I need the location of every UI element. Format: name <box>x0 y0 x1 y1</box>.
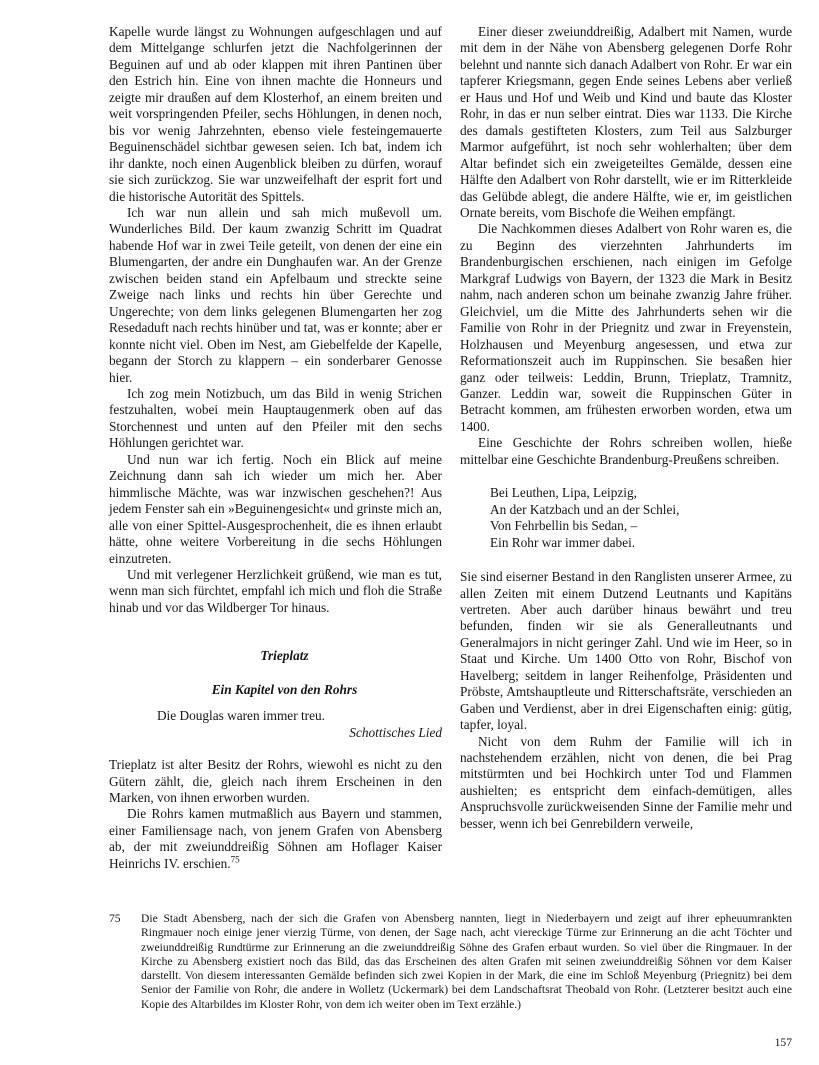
verse-line: Von Fehrbellin bis Sedan, – <box>490 518 638 534</box>
left-paragraph-5: Und mit verlegener Herzlichkeit grüßend, wie man es tut, wenn man sich fürchtet, empfahl ich mich und floh die Straße hinab und vor das Wildberger Tor hinaus. <box>109 566 442 615</box>
left-paragraph-7 <box>109 806 442 872</box>
chapter-subtitle: Ein Kapitel von den Rohrs <box>211 681 358 697</box>
footnote-number: 75 <box>109 912 121 925</box>
left-paragraph-2: Ich war nun allein und sah mich mußevoll um. Wunderliches Bild. Der kaum zwanzig Schritt im Quadrat habende Hof war in zwei Teile geteilt, von denen der eine ein Blumengarten, der andre ein Dunghaufen war. An der Grenze zwischen beiden stand ein Apfelbaum und streckte seine Zweige nach links und rechts hin über Gerechte und Ungerechte; von dem links gelegenen Blumengarten her zog Resedaduft nach rechts hinüber und tat, was er konnte; aber er konnte nicht viel. Oben im Nest, am Giebelfelde der Kapelle, begann der Storch zu klappern – ein sonderbarer Genosse hier. <box>109 204 442 385</box>
chapter-title: Trieplatz <box>260 648 309 664</box>
verse-block <box>460 485 792 551</box>
chapter-motto: Die Douglas waren immer treu. <box>156 708 325 724</box>
chapter-motto-source: Schottisches Lied <box>349 724 442 740</box>
left-column <box>109 24 442 872</box>
page-number: 157 <box>774 1036 792 1049</box>
left-paragraph-6: Trieplatz ist alter Besitz der Rohrs, wiewohl es nicht zu den Gütern zählt, die, gleich nach ihrem Erscheinen in den Marken, von ihnen erworben wurden. <box>109 757 442 806</box>
right-paragraph-2: Die Nachkommen dieses Adalbert von Rohr waren es, die zu Beginn des vierzehnten Jahrhunderts im Brandenburgischen erschienen, nach einigen im Gefolge Markgraf Ludwigs von Bayern, der 1323 die Mark in Besitz nahm, nach anderen schon um beinahe zwanzig Jahre früher. Gleichviel, um die Mitte des Jahrhunderts sehen wir die Familie von Rohr in der Priegnitz und zwar in Freyenstein, Holzhausen und Meyenburg angesessen, und etwa zur Reformationszeit auch im Ruppinschen. Sie besaßen hier ganz oder teilweis: Leddin, Brunn, Trieplatz, Tramnitz, Ganzer. Leddin war, soweit die Ruppinschen Güter in Betracht kommen, am frühesten erworben worden, etwa um 1400. <box>460 221 792 434</box>
right-column <box>460 24 792 832</box>
right-paragraph-3: Eine Geschichte der Rohrs schreiben wollen, hieße mittelbar eine Geschichte Brandenburg-Preußens schreiben. <box>460 435 792 467</box>
footnote-text: Die Stadt Abensberg, nach der sich die Grafen von Abensberg nannten, liegt in Niederbayern und zeigt auf ihrer epheuumrankten Ringmauer noch einige jener vierzig Türme, von denen, der Sage nach, acht viereckige Türme zur Erinnerung an die acht Töchter und zweiunddreißig Rundtürme zur Erinnerung an die zweiunddreißig Söhne des Grafen erbaut wurden. So viel über die Ringmauer. In der Kirche zu Abensberg existiert noch das Bild, das das Erscheinen des alten Grafen mit seinen zweiunddreißig Söhnen vor dem Kaiser darstellt. Von diesem interessanten Gemälde befinden sich zwei Kopien in der Mark, die eine im Schloß Meyenburg (Priegnitz) bei dem Senior der Familie von Rohr, die andere in Wolletz (Uckermark) bei dem Landschaftsrat Theobald von Rohr. (Letzterer besitzt auch eine Kopie des Altarbildes im Kloster Rohr, von dem ich weiter oben im Text erzähle.) <box>141 912 792 1011</box>
verse-line: Ein Rohr war immer dabei. <box>490 534 636 550</box>
left-paragraph-7-text: Die Rohrs kamen mutmaßlich aus Bayern und stammen, einer Familiensage nach, von jenem Grafen von Abensberg ab, der mit zweiunddreißig Söhnen am Hoflager Kaiser Heinrichs IV. erschien. <box>109 806 442 871</box>
verse-line: Bei Leuthen, Lipa, Leipzig, <box>490 485 637 501</box>
right-paragraph-1: Einer dieser zweiunddreißig, Adalbert mit Namen, wurde mit dem in der Nähe von Abensberg gelegenen Dorfe Rohr belehnt und nannte sich danach Adalbert von Rohr. Er war ein tapferer Kriegsmann, gegen Ende seines Lebens aber verließ er Haus und Hof und Weib und Kind und baute das Kloster Rohr, in das er nun selber eintrat. Dies war 1133. Die Kirche des damals gestifteten Klosters, zum Teil aus Salzburger Marmor aufgeführt, ist noch sehr wohlerhalten; über dem Altar befindet sich ein zweigeteiltes Gemälde, dessen eine Hälfte den Adalbert von Rohr darstellt, wie er im Ritterkleide das Gelübde ablegt, die andere Hälfte, wie er, im geistlichen Ornate bereits, vom Bischofe die Weihen empfängt. <box>460 24 792 220</box>
left-paragraph-4: Und nun war ich fertig. Noch ein Blick auf meine Zeichnung dann sah ich wieder um mich her. Aber himmlische Mächte, was war inzwischen geschehen?! Aus jedem Fenster sah ein »Beguinengesicht« und grinste mich an, alle von einer Spittel-Ausgesprochenheit, die es ihnen erlaubt hätte, ohne weitere Vorbereitung in die sechs Höhlungen einzutreten. <box>109 451 442 566</box>
footnote-reference[interactable]: 75 <box>230 854 240 865</box>
left-paragraph-1: Kapelle wurde längst zu Wohnungen aufgeschlagen und auf dem Mittelgange schlurfen jetzt die Nachfolgerinnen der Beguinen auf und ab oder klappen mit ihren Pantinen über den Estrich hin. Eine von ihnen machte die Honneurs und zeigte mir draußen auf dem Klosterhof, an einem breiten und weit vorspringenden Pfeiler, sechs Höhlungen, in denen noch, bis vor wenig Jahrzehnten, ebenso viele festeingemauerte Beguinenschädel sichtbar gewesen seien. Ich bat, indem ich ihr dankte, noch einen Augenblick bleiben zu dürfen, worauf sie sich zurückzog. Sie war unzweifelhaft der esprit fort und die historische Autorität des Spittels. <box>109 24 442 204</box>
right-paragraph-4: Sie sind eiserner Bestand in den Ranglisten unserer Armee, zu allen Zeiten mit einem Dutzend Leutnants und Kapitäns vertreten. Aber auch darüber hinaus bewährt und treu befunden, finden wir sie als Generalleutnants und Generalmajors in nicht geringer Zahl. Und wie im Heer, so in Staat und Kirche. Um 1400 Otto von Rohr, Bischof von Havelberg; seitdem in langer Reihenfolge, Präsidenten und Pröbste, Amtshauptleute und Ritterschaftsräte, verschieden an Gaben und Verdienst, aber in drei Eigenschaften einig: gütig, tapfer, loyal. <box>460 569 792 733</box>
verse-line: An der Katzbach und an der Schlei, <box>490 501 680 517</box>
footnote <box>109 912 792 1012</box>
left-paragraph-3: Ich zog mein Notizbuch, um das Bild in wenig Strichen festzuhalten, wobei mein Hauptaugenmerk oben auf das Storchennest und unten auf den Pfeiler mit den sechs Höhlungen gerichtet war. <box>109 385 442 451</box>
right-paragraph-5: Nicht von dem Ruhm der Familie will ich in nachstehendem erzählen, nicht von denen, die bei Prag mitstürmten und bei Hochkirch unter Tod und Flammen aushielten; es entspricht dem einfach-demütigen, alles Anspruchsvolle zurückweisenden Sinne der Familie mehr und besser, wenn ich bei Genrebildern verweile, <box>460 733 792 831</box>
